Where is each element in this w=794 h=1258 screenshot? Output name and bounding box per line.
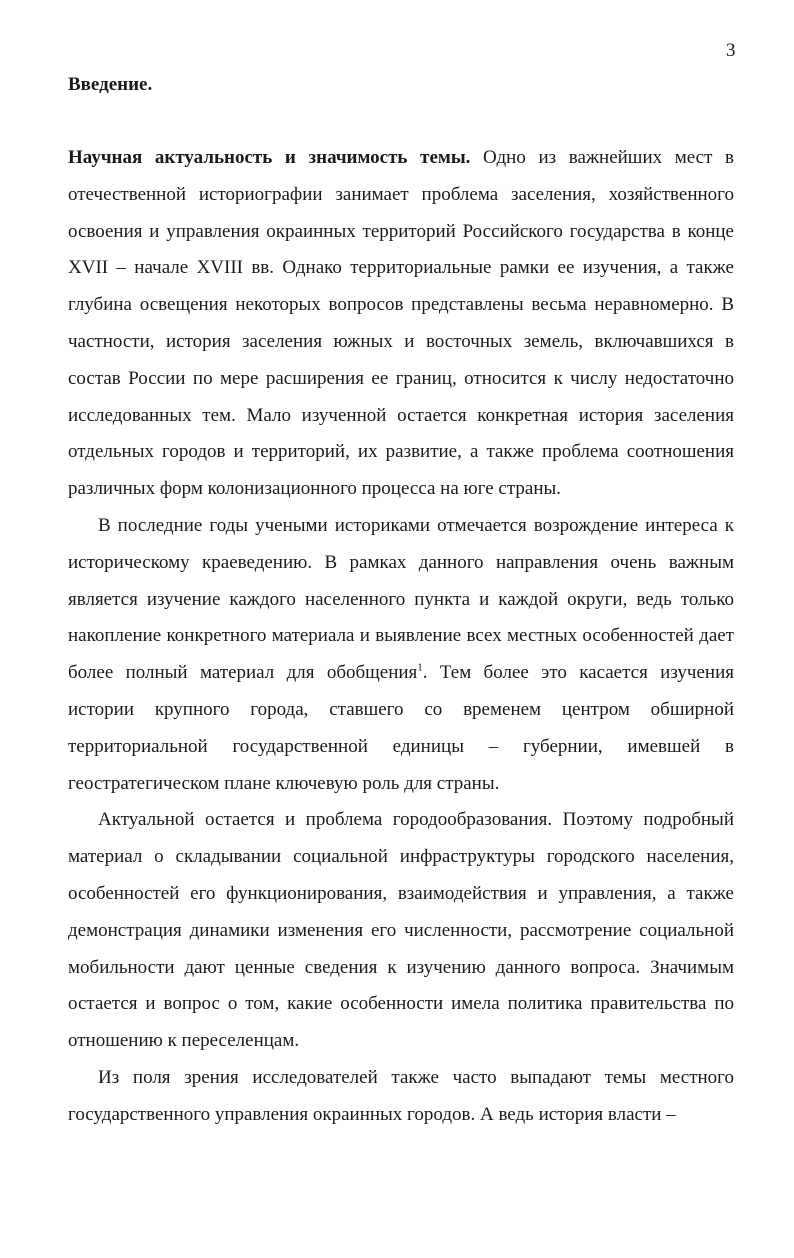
paragraph-urbanization — [68, 802, 734, 1060]
paragraph-text: . Тем более это касается изучения истории крупного города, ставшего со временем центром обширной территориальной государственной единицы – губернии, имевшей в геостратегическом плане ключевую роль для страны. — [68, 662, 734, 794]
paragraph-text: Актуальной остается и проблема городообразования. Поэтому подробный материал о складывании социальной инфраструктуры городского населения, особенностей его функционирования, взаимодействия и управления, а также демонстрация динамики изменения его численности, рассмотрение социальной мобильности дают ценные сведения к изучению данного вопроса. Значимым остается и вопрос о том, какие особенности имела политика правительства по отношению к переселенцам. — [68, 809, 734, 1052]
paragraph-lead: Научная актуальность и значимость темы. — [68, 147, 471, 168]
paragraph-local-history — [68, 508, 734, 802]
paragraph-text: Из поля зрения исследователей также часто выпадают темы местного государственного управления окраинных городов. А ведь история власти – — [68, 1066, 734, 1125]
paragraph-government — [68, 1060, 734, 1134]
paragraph-relevance — [68, 140, 734, 508]
footnote-marker: 1 — [417, 661, 423, 674]
paragraph-text: Одно из важнейших мест в отечественной историографии занимает проблема заселения, хозяйственного освоения и управления окраинных территорий Российского государства в конце XVII – начале XVIII вв. Однако территориальные рамки ее изучения, а также глубина освещения некоторых вопросов представлены весьма неравномерно. В частности, история заселения южных и восточных земель, включавшихся в состав России по мере расширения ее границ, относится к числу недостаточно исследованных тем. Мало изученной остается конкретная история заселения отдельных городов и территорий, их развитие, а также проблема соотношения различных форм колонизационного процесса на юге страны. — [68, 147, 734, 500]
paragraph-text: В последние годы учеными историками отмечается возрождение интереса к историческому краеведению. В рамках данного направления очень важным является изучение каждого населенного пункта и каждой округи, ведь только накопление конкретного материала и выявление всех местных особенностей дает более полный материал для обобщения — [68, 514, 734, 684]
body-text — [68, 140, 734, 1134]
page-number: 3 — [726, 40, 736, 61]
section-heading: Введение. — [68, 74, 153, 95]
